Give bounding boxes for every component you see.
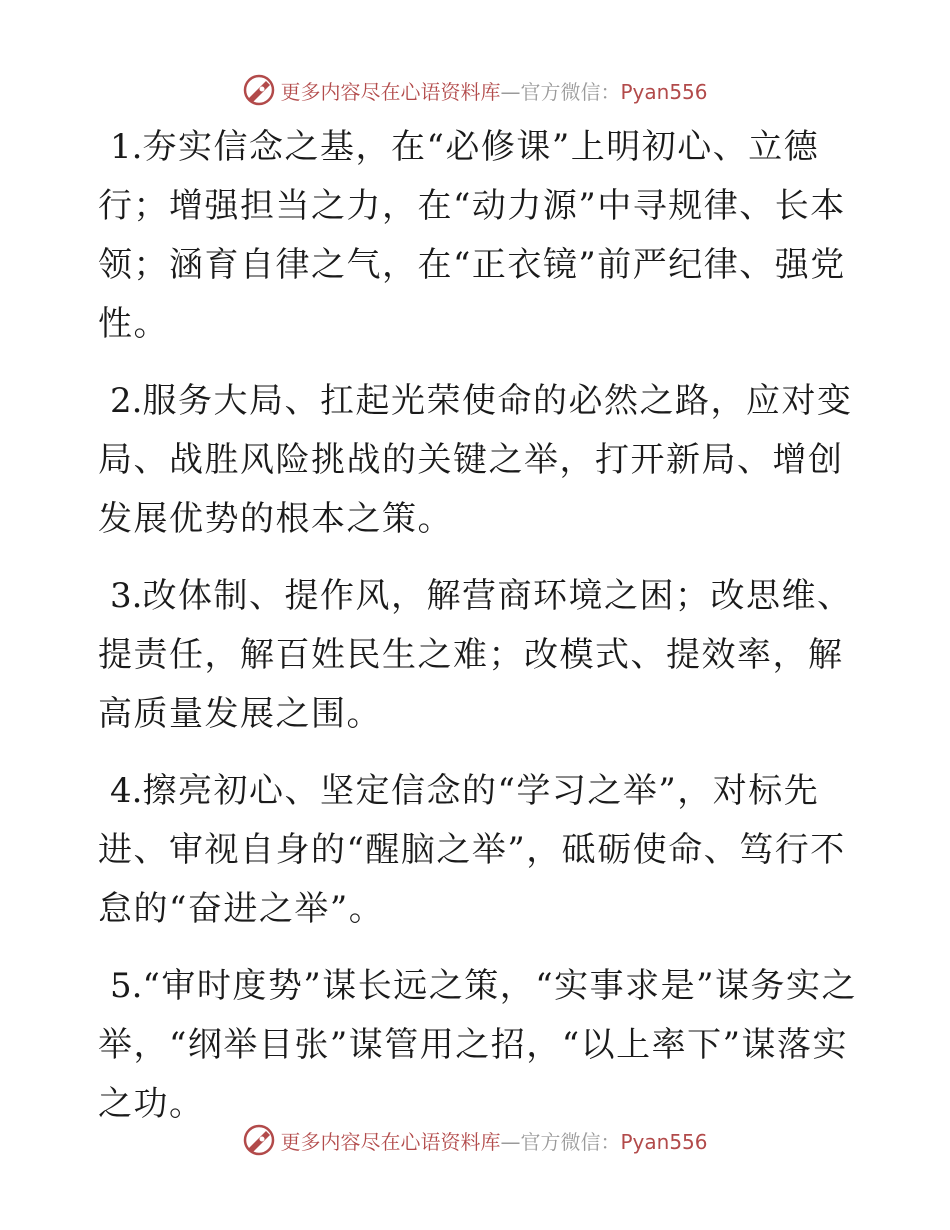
banner-wechat-label: 官方微信： (520, 79, 621, 104)
paragraph-5 (98, 957, 858, 1134)
pen-nib-logo-icon (242, 73, 276, 107)
paragraph-number: 4. (110, 771, 143, 811)
header-banner (0, 70, 950, 110)
paragraph-4 (98, 762, 858, 939)
paragraph-text: “审时度势”谋长远之策，“实事求是”谋务实之举，“纲举目张”谋管用之招，“以上率下”谋落实之功。 (98, 966, 857, 1124)
paragraph-2 (98, 372, 858, 549)
banner-site-text: 更多内容尽在心语资料库 (280, 1129, 501, 1154)
paragraph-number: 1. (110, 127, 143, 167)
footer-banner (0, 1120, 950, 1160)
paragraph-text: 夯实信念之基，在“必修课”上明初心、立德行；增强担当之力，在“动力源”中寻规律、长本领；涵育自律之气，在“正衣镜”前严纪律、强党性。 (98, 127, 846, 344)
paragraph-number: 3. (110, 576, 143, 616)
banner-wechat-id: Pyan556 (620, 1129, 708, 1154)
paragraph-text: 擦亮初心、坚定信念的“学习之举”，对标先进、审视自身的“醒脑之举”，砥砺使命、笃行不怠的“奋进之举”。 (98, 771, 846, 929)
paragraph-3 (98, 567, 858, 744)
banner-site-text: 更多内容尽在心语资料库 (280, 79, 501, 104)
pen-nib-logo-icon (242, 1123, 276, 1157)
paragraph-number: 5. (110, 966, 143, 1006)
paragraph-text: 服务大局、扛起光荣使命的必然之路，应对变局、战胜风险挑战的关键之举，打开新局、增创发展优势的根本之策。 (98, 381, 853, 539)
banner-text (280, 76, 707, 105)
document-body (98, 118, 858, 1152)
banner-dash: — (500, 79, 521, 104)
paragraph-text: 改体制、提作风，解营商环境之困；改思维、提责任，解百姓民生之难；改模式、提效率，解高质量发展之围。 (98, 576, 853, 734)
banner-wechat-id: Pyan556 (620, 79, 708, 104)
banner-wechat-label: 官方微信： (520, 1129, 621, 1154)
paragraph-number: 2. (110, 381, 143, 421)
banner-text (280, 1126, 707, 1155)
banner-dash: — (500, 1129, 521, 1154)
paragraph-1 (98, 118, 858, 354)
